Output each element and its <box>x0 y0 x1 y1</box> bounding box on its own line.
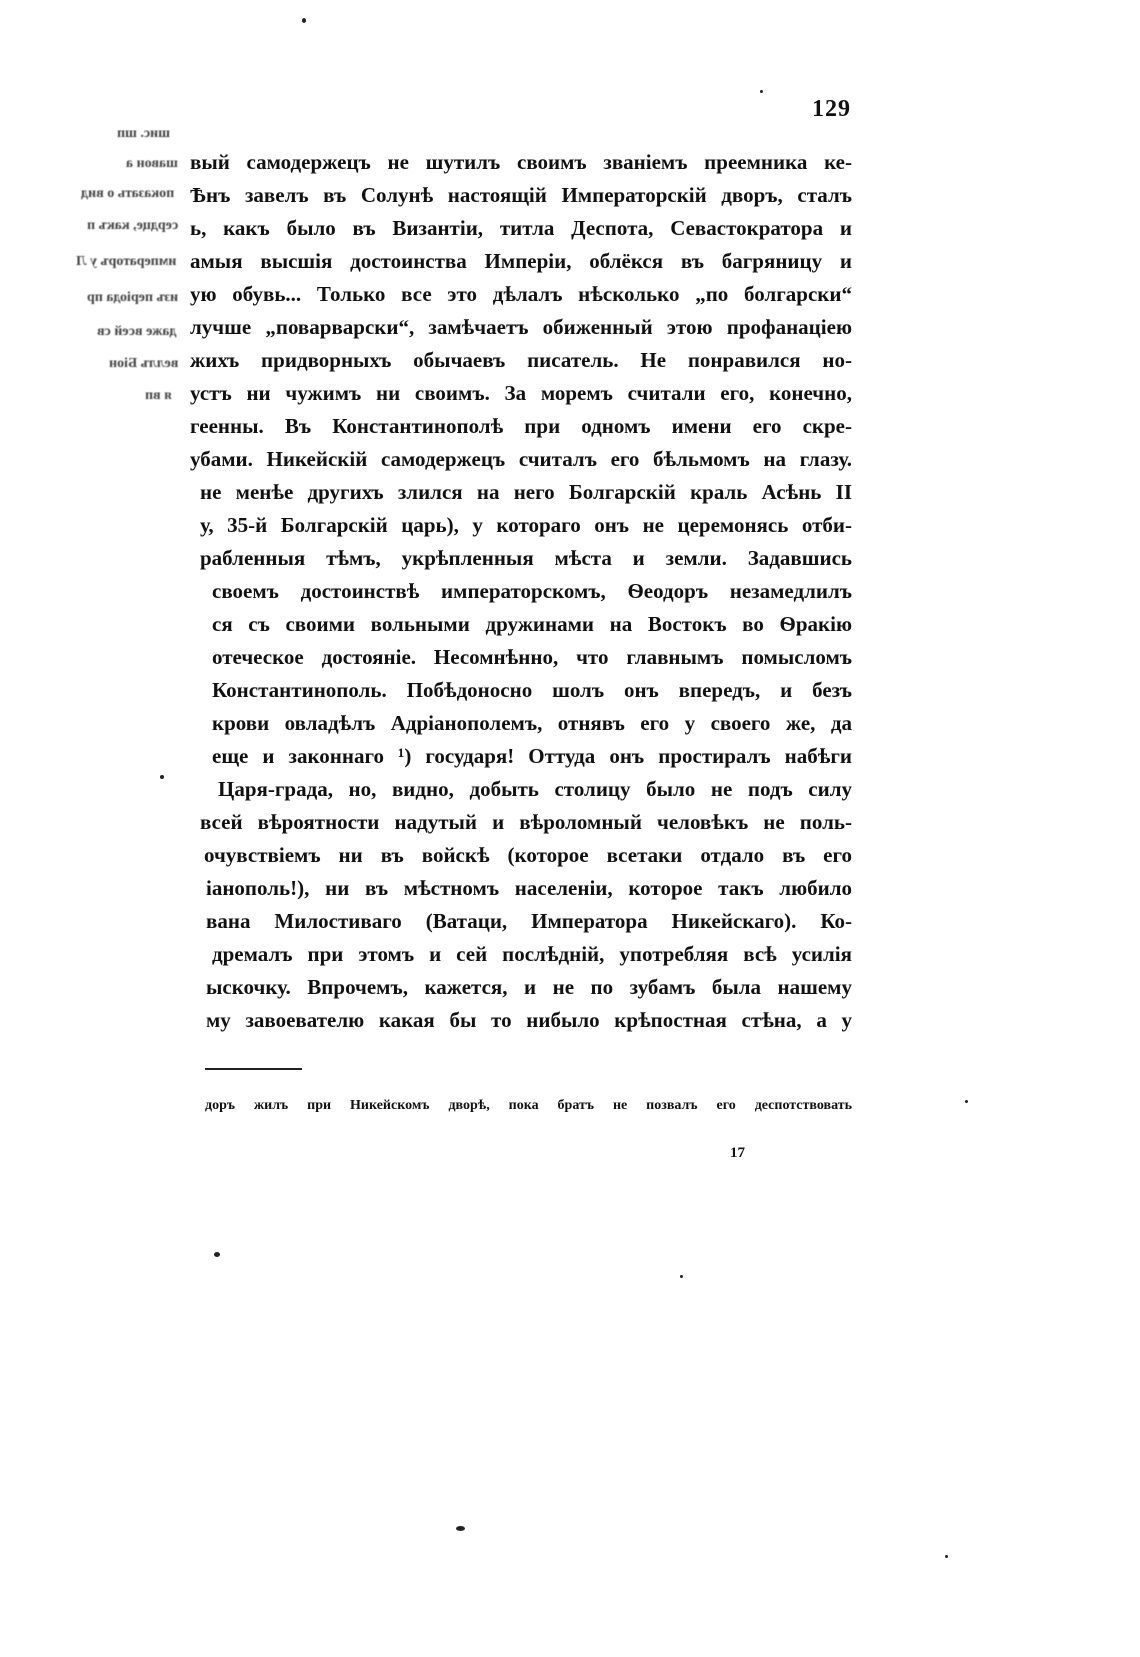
text-line: ся съ своими вольными дружинами на Востокъ во Ѳракію <box>212 612 852 636</box>
text-line: жихъ придворныхъ обычаевъ писатель. Не понравился но- <box>190 348 852 372</box>
footnote-rule <box>205 1068 302 1070</box>
bleed-line: изъ періода пр <box>86 290 178 305</box>
text-line: ыскочку. Впрочемъ, кажется, и не по зубамъ была нашему <box>206 975 852 999</box>
text-line: дремалъ при этомъ и сей послѣдній, употребляя всѣ усилія <box>212 942 852 966</box>
bleed-line: я вп <box>145 388 172 403</box>
text-line: лучше „поварварски“, замѣчаетъ обиженный этою профанаціею <box>190 315 852 339</box>
scan-speck <box>760 90 763 93</box>
text-line: Царя-града, но, видно, добыть столицу было не подъ силу <box>218 777 852 801</box>
text-line: убами. Никейскій самодержецъ считалъ его бѣльмомъ на глазу. <box>190 447 852 471</box>
text-line: іанополь!), ни въ мѣстномъ населеніи, которое такъ любило <box>206 876 852 900</box>
bleed-line: шавон а <box>126 156 178 171</box>
scan-speck <box>680 1275 683 1278</box>
text-line: всей вѣроятности надутый и вѣроломный человѣкъ не поль- <box>200 810 852 834</box>
folio-signature: 17 <box>730 1145 745 1161</box>
scan-speck <box>302 18 306 23</box>
bleed-line: показать о вид <box>80 186 174 201</box>
text-line: ь, какъ было въ Византіи, титла Деспота, Севастократора и <box>190 216 852 240</box>
text-line: очувствіемъ ни въ войскѣ (которое всетаки отдало въ его <box>204 843 852 867</box>
text-line: у, 35-й Болгарскій царь), у котораго онъ не церемонясь отби- <box>200 513 852 537</box>
bleed-line: даже всей св <box>96 324 176 339</box>
scan-speck <box>965 1100 968 1103</box>
text-line: рабленныя тѣмъ, укрѣпленныя мѣста и земли. Задавшись <box>200 546 852 570</box>
text-line: устъ ни чужимъ ни своимъ. За моремъ считали его, конечно, <box>190 381 852 405</box>
text-line: ую обувь... Только все это дѣлалъ нѣсколько „по болгарски“ <box>190 282 852 306</box>
text-line: крови овладѣлъ Адріанополемъ, отнявъ его у своего же, да <box>212 711 852 735</box>
scan-speck <box>160 775 164 779</box>
text-line: вана Милостиваго (Ватаци, Императора Никейскаго). Ко- <box>206 909 852 933</box>
text-line: своемъ достоинствѣ императорскомъ, Ѳеодоръ незамедлилъ <box>212 579 852 603</box>
bleed-line: императоръ у Л <box>75 254 176 269</box>
text-line: вый самодержецъ не шутилъ своимъ званіемъ преемника ке- <box>190 150 852 174</box>
text-line: отеческое достояніе. Несомнѣнно, что главнымъ помысломъ <box>212 645 852 669</box>
text-line: геенны. Въ Константинополѣ при одномъ имени его скре- <box>190 414 852 438</box>
text-line: Ѣнъ завелъ въ Солунѣ настоящій Императорскій дворъ, сталъ <box>190 183 852 207</box>
text-line: не менѣе другихъ злился на него Болгарскій краль Асѣнь II <box>200 480 852 504</box>
text-line: му завоевателю какая бы то нибыло крѣпостная стѣна, а у <box>206 1008 852 1032</box>
text-line: амыя высшія достоинства Имперіи, облёкся въ багряницу и <box>190 249 852 273</box>
bleed-line: шис. шп <box>117 126 170 141</box>
page-number: 129 <box>812 96 851 122</box>
text-line: еще и законнаго ¹) государя! Оттуда онъ простиралъ набѣги <box>212 744 852 768</box>
margin-bleed-through <box>0 126 190 906</box>
footnote: доръ жилъ при Никейскомъ дворѣ, пока братъ не позвалъ его деспотствовать <box>205 1098 852 1113</box>
scan-speck <box>214 1252 220 1257</box>
scan-speck <box>456 1526 465 1531</box>
scan-speck <box>945 1555 948 1558</box>
text-line: Константинополь. Побѣдоносно шолъ онъ впередъ, и безъ <box>212 678 852 702</box>
bleed-line: сердце, какъ п <box>86 218 178 233</box>
bleed-line: веллъ Біон <box>108 356 178 371</box>
